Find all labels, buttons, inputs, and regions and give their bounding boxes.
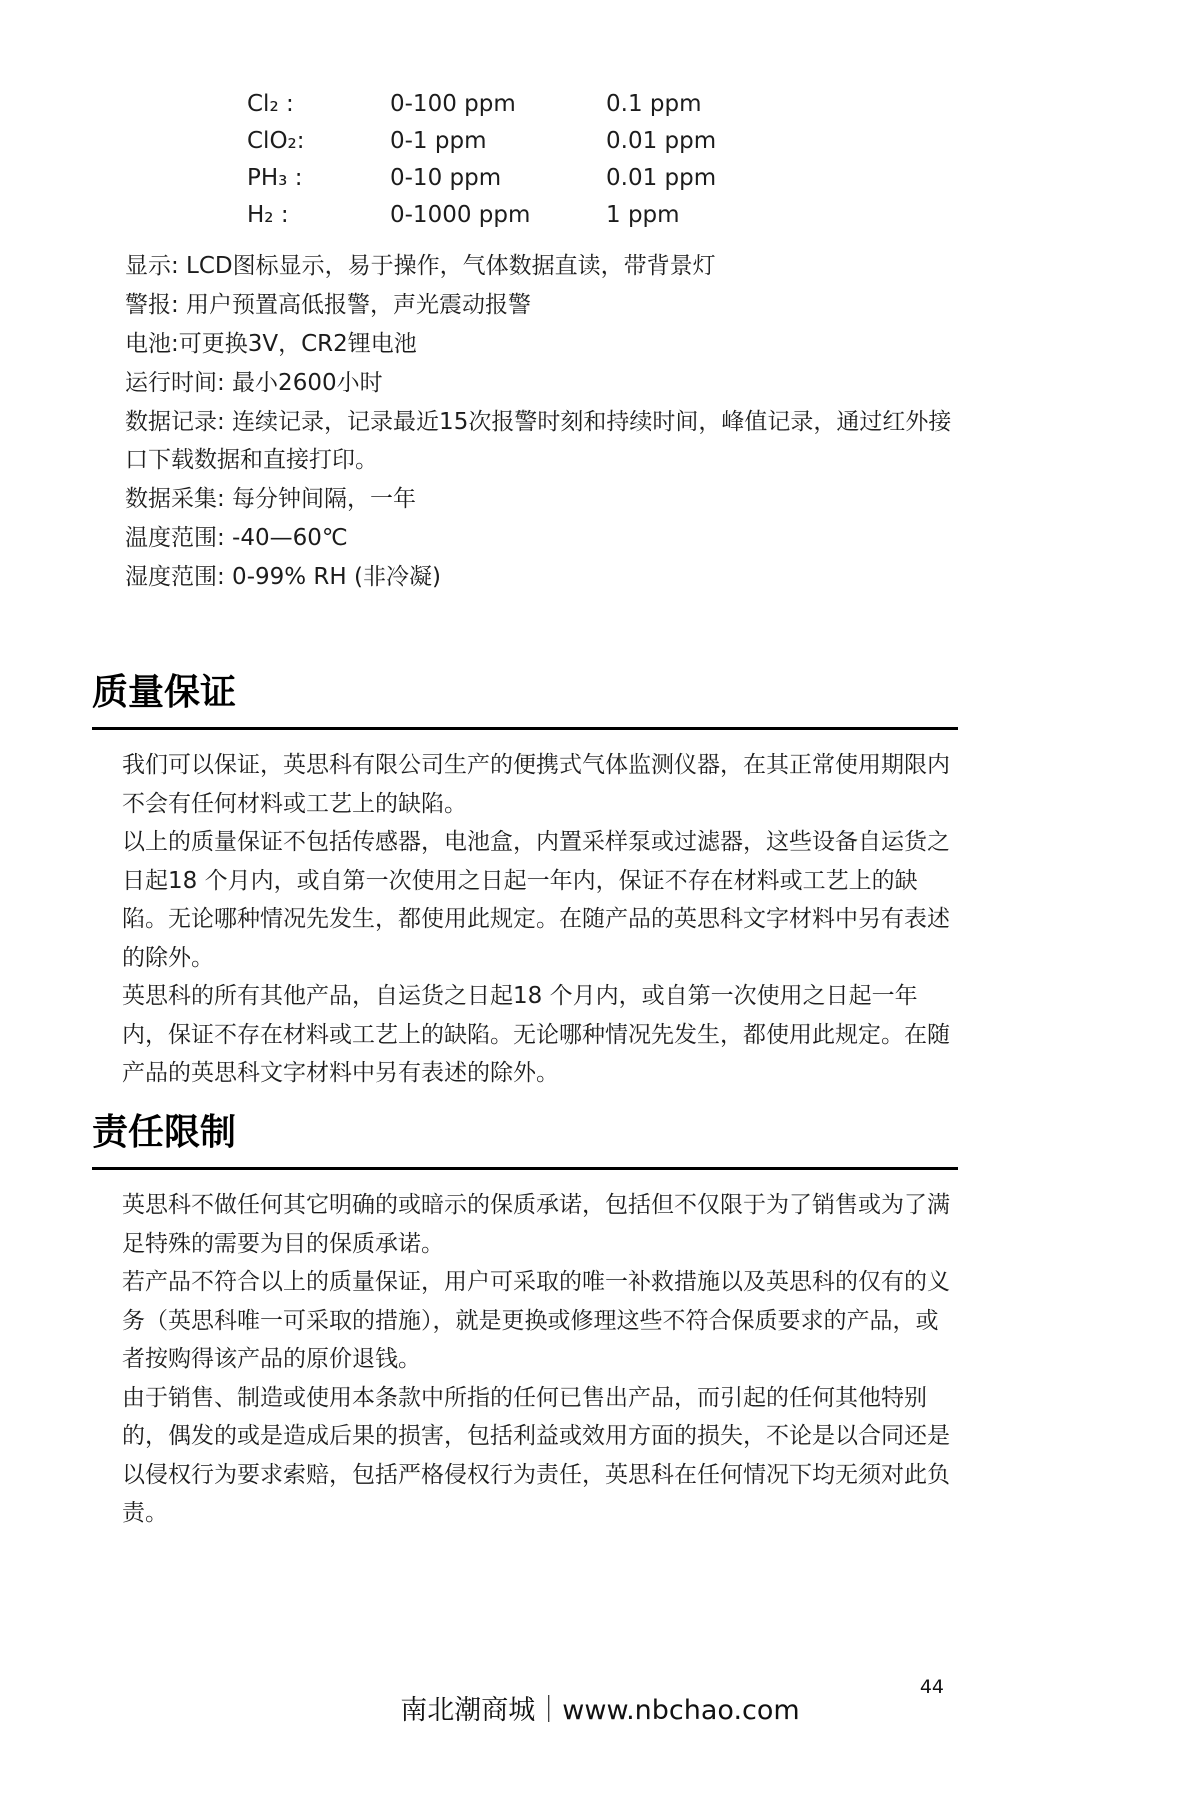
table-row [247,197,716,234]
section-liability [92,1104,958,1533]
section-body-liability [92,1186,958,1533]
gas-name: Cl₂ : [247,91,294,117]
spec-line-datalog: 数据记录: 连续记录，记录最近15次报警时刻和持续时间，峰值记录，通过红外接口下载数据和直接打印。 [125,409,952,473]
section-divider [92,727,958,730]
gas-resolution: 0.01 ppm [606,128,717,154]
gas-name: ClO₂: [247,128,305,154]
table-row [247,160,716,197]
gas-resolution: 0.1 ppm [606,91,702,117]
spec-line-sampling: 数据采集: 每分钟间隔，一年 [125,486,417,512]
section-warranty [92,664,958,1093]
paragraph: 若产品不符合以上的质量保证，用户可采取的唯一补救措施以及英思科的仅有的义务（英思科唯一可采取的措施），就是更换或修理这些不符合保质要求的产品，或者按购得该产品的原价退钱。 [122,1269,950,1372]
paragraph: 由于销售、制造或使用本条款中所指的任何已售出产品，而引起的任何其他特别的，偶发的或是造成后果的损害，包括利益或效用方面的损失，不论是以合同还是以侵权行为要求索赔，包括严格侵权行为责任，英思科在任何情况下均无须对此负责。 [122,1384,950,1526]
paragraph: 我们可以保证，英思科有限公司生产的便携式气体监测仪器，在其正常使用期限内不会有任何材料或工艺上的缺陷。 [122,752,950,817]
gas-range: 0-10 ppm [390,165,502,191]
table-row [247,123,716,160]
footer-brand: 南北潮商城｜www.nbchao.com [400,1695,800,1726]
section-divider [92,1167,958,1170]
section-body-warranty [92,746,958,1093]
section-title-liability: 责任限制 [92,1111,237,1153]
gas-range: 0-1000 ppm [390,202,531,228]
gas-name: H₂ : [247,202,289,228]
spec-line-display: 显示: LCD图标显示，易于操作，气体数据直读，带背景灯 [125,253,716,279]
paragraph: 英思科的所有其他产品，自运货之日起18 个月内，或自第一次使用之日起一年内，保证不存在材料或工艺上的缺陷。无论哪种情况先发生，都使用此规定。在随产品的英思科文字材料中另有表述的除外。 [122,983,950,1086]
page-number: 44 [919,1676,944,1698]
gas-range: 0-1 ppm [390,128,487,154]
gas-resolution: 1 ppm [606,202,680,228]
table-row [247,86,716,123]
page-footer [0,1676,1200,1736]
section-title-warranty: 质量保证 [92,671,237,713]
paragraph: 以上的质量保证不包括传感器，电池盒，内置采样泵或过滤器，这些设备自运货之日起18 个月内，或自第一次使用之日起一年内，保证不存在材料或工艺上的缺陷。无论哪种情况先发生，都使用此规定。在随产品的英思科文字材料中另有表述的除外。 [122,829,950,971]
paragraph: 英思科不做任何其它明确的或暗示的保质承诺，包括但不仅限于为了销售或为了满足特殊的需要为目的保质承诺。 [122,1192,950,1257]
spec-list [125,247,963,597]
spec-line-runtime: 运行时间: 最小2600小时 [125,370,383,396]
spec-line-humidity: 湿度范围: 0-99% RH (非冷凝) [125,564,441,590]
gas-spec-table [247,86,716,234]
spec-line-alarm: 警报: 用户预置高低报警，声光震动报警 [125,292,532,318]
gas-resolution: 0.01 ppm [606,165,717,191]
gas-range: 0-100 ppm [390,91,516,117]
spec-line-temperature: 温度范围: -40—60℃ [125,525,348,551]
gas-name: PH₃ : [247,165,303,191]
spec-line-battery: 电池:可更换3V，CR2锂电池 [125,331,417,357]
